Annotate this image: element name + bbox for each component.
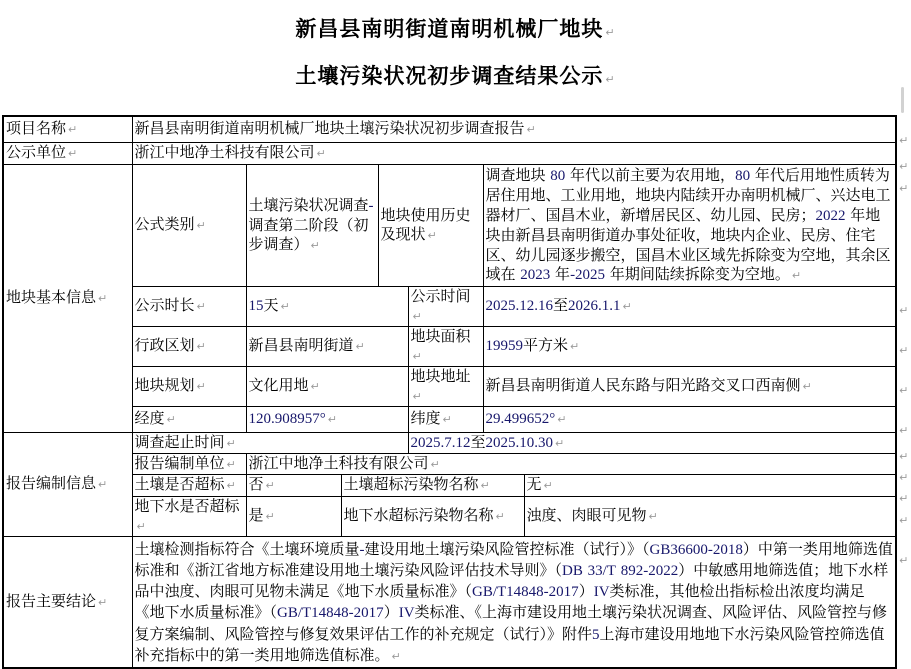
paragraph-mark-icon: ↵ <box>557 413 567 426</box>
paragraph-mark-icon: ↵ <box>391 649 401 663</box>
paragraph-mark-icon: ↵ <box>605 26 616 39</box>
latin-digits: 19959 <box>485 338 523 354</box>
paragraph-mark-icon: ↵ <box>495 510 505 523</box>
latin-digits: 120.908957° <box>248 411 326 427</box>
row-end-paragraph-mark-icon: ↵ <box>899 471 909 484</box>
paragraph-mark-icon: ↵ <box>316 147 326 160</box>
latitude-label: 纬度 ↵ <box>408 406 483 432</box>
row-end-paragraph-mark-icon: ↵ <box>899 514 909 527</box>
groundwater-pollutants-label: 地下水超标污染物名称 ↵ <box>341 496 524 536</box>
latin-digits: 892-2022 <box>620 562 679 579</box>
report-compiler-label: 报告编制单位 ↵ <box>132 453 246 474</box>
longitude-value <box>246 406 408 432</box>
paragraph-mark-icon: ↵ <box>196 340 206 353</box>
paragraph-mark-icon: ↵ <box>196 380 206 393</box>
paragraph-mark-icon: ↵ <box>412 309 422 323</box>
table-row <box>3 432 896 453</box>
paragraph-mark-icon: ↵ <box>555 436 565 450</box>
publicity-unit-value: 浙江中地净土科技有限公司 ↵ <box>132 142 896 164</box>
latin-digits: IV <box>593 584 610 601</box>
groundwater-exceed-label: 地下水是否超标↵ <box>132 496 246 536</box>
latin-digits: 2025.12.16 <box>485 298 553 314</box>
paragraph-mark-icon: ↵ <box>791 269 802 282</box>
paragraph-mark-icon: ↵ <box>98 478 108 491</box>
report-compiler-value: 浙江中地净土科技有限公司 ↵ <box>246 453 896 474</box>
paragraph-mark-icon: ↵ <box>648 510 658 523</box>
row-end-paragraph-mark-icon: ↵ <box>899 160 909 173</box>
latitude-value <box>483 406 896 432</box>
paragraph-mark-icon: ↵ <box>570 340 580 353</box>
announcement-table <box>2 115 897 669</box>
latin-digits: 29.499652° <box>485 411 556 427</box>
row-end-paragraph-mark-icon: ↵ <box>899 450 909 463</box>
paragraph-mark-icon: ↵ <box>605 73 616 86</box>
soil-pollutants-label: 土壤超标污染物名称 ↵ <box>341 474 524 496</box>
row-end-paragraph-mark-icon: ↵ <box>899 554 909 567</box>
row-end-paragraph-mark-icon: ↵ <box>899 492 909 505</box>
report-info-section-label: 报告编制信息 ↵ <box>3 432 132 536</box>
table-row <box>3 116 896 142</box>
paragraph-mark-icon: ↵ <box>327 413 337 426</box>
paragraph-mark-icon: ↵ <box>412 349 422 363</box>
publicity-time-value: 2025.12.16至2026.1.1 ↵ <box>483 286 896 326</box>
paragraph-mark-icon: ↵ <box>310 380 320 393</box>
paragraph-mark-icon: ↵ <box>166 413 176 426</box>
row-end-paragraph-mark-icon: ↵ <box>899 304 909 317</box>
table-row <box>3 164 896 286</box>
table-row <box>3 496 896 536</box>
table-row <box>3 326 896 366</box>
row-end-paragraph-mark-icon: ↵ <box>899 182 909 195</box>
site-area-label: 地块面积↵ <box>408 326 483 366</box>
soil-exceed-value: 否 ↵ <box>246 474 341 496</box>
latin-digits: GB36600-2018 <box>649 541 743 558</box>
paragraph-mark-icon: ↵ <box>68 123 78 137</box>
paragraph-mark-icon: ↵ <box>196 300 206 313</box>
latin-digits: 2025.7.12 <box>410 434 471 451</box>
paragraph-mark-icon: ↵ <box>98 292 108 305</box>
latin-digits: IV <box>398 605 415 622</box>
page-title <box>0 17 911 92</box>
project-name-label: 项目名称 ↵ <box>3 116 132 142</box>
paragraph-mark-icon: ↵ <box>98 595 108 609</box>
groundwater-pollutants-value: 浊度、肉眼可见物 ↵ <box>524 496 896 536</box>
paragraph-mark-icon: ↵ <box>430 457 440 471</box>
latin-digits: GB/T14848-2017 <box>277 605 384 622</box>
latin-digits: 2026.1.1 <box>568 298 621 314</box>
paragraph-mark-icon: ↵ <box>310 238 320 252</box>
latin-digits: - <box>359 541 365 558</box>
site-history-label: 地块使用历史及现状 ↵ <box>378 164 483 286</box>
table-row <box>3 286 896 326</box>
latin-digits: 5 <box>592 626 600 643</box>
paragraph-mark-icon: ↵ <box>622 300 632 313</box>
table-row <box>3 366 896 406</box>
paragraph-mark-icon: ↵ <box>196 219 206 232</box>
publicity-unit-label: 公示单位 ↵ <box>3 142 132 164</box>
site-planning-value: 文化用地 ↵ <box>246 366 408 406</box>
paragraph-mark-icon: ↵ <box>226 436 236 450</box>
paragraph-mark-icon: ↵ <box>480 479 490 492</box>
district-value: 新昌县南明街道 ↵ <box>246 326 408 366</box>
project-name-value: 新昌县南明街道南明机械厂地块土壤污染状况初步调查报告 ↵ <box>132 116 896 142</box>
paragraph-mark-icon: ↵ <box>802 380 812 393</box>
table-row <box>3 536 896 668</box>
conclusion-value: 土壤检测指标符合《土壤环境质量-建设用地土壤污染风险管控标准（试行）》（GB36600-2018）中第一类用地筛选值标准和《浙江省地方标准建设用地土壤污染风险评估技术导则》（DB 33/T 892-2022）中敏感用地筛选值；地下水样品中浊度、肉眼可见物未满足《地下水质量标准》（GB/T14848-2017）IV类标准，其他检出指标检出浓度均满足《地下水质量标准》（GB/T14848-2017）IV类标准、《上海市建设用地土壤污染状况调查、风险评估、风险管控与修复方案编制、风险管控与修复效果评估工作的补充规定（试行）》附件5上海市建设用地地下水污染风险管控筛选值补充指标中的第一类用地筛选值标准。 ↵ <box>132 536 896 668</box>
paragraph-mark-icon: ↵ <box>355 340 365 353</box>
site-address-value: 新昌县南明街道人民东路与阳光路交叉口西南侧 ↵ <box>483 366 896 406</box>
site-address-label: 地块地址↵ <box>408 366 483 406</box>
paragraph-mark-icon: ↵ <box>543 479 553 492</box>
row-end-paragraph-mark-icon: ↵ <box>899 344 909 357</box>
page-title-line-2: 土壤污染状况初步调查结果公示 ↵ <box>295 64 616 88</box>
soil-pollutants-value: 无 ↵ <box>524 474 896 496</box>
soil-exceed-label: 土壤是否超标 ↵ <box>132 474 246 496</box>
paragraph-mark-icon: ↵ <box>68 147 78 160</box>
row-end-paragraph-mark-icon: ↵ <box>899 384 909 397</box>
site-history-value: 调查地块 80 年代以前主要为农用地，80 年代后用地性质转为居住用地、工业用地，地块内陆续开办南明机械厂、兴达电工器材厂、国昌木业，新增居民区、幼儿园、民房；2022 年地块由新昌县南明街道办事处征收，地块内企业、民房、住宅区、幼儿园逐步搬空，国昌木业区域先拆除变为空地，其余区域在 2023 年-2025 年期间陆续拆除变为空地。 ↵ <box>483 164 896 286</box>
latin-digits: 15 <box>248 298 264 314</box>
table-row <box>3 142 896 164</box>
latin-digits: DB <box>562 562 583 579</box>
paragraph-mark-icon: ↵ <box>412 389 422 403</box>
site-planning-label: 地块规划 ↵ <box>132 366 246 406</box>
latin-digits: 80 <box>550 167 566 184</box>
paragraph-mark-icon: ↵ <box>265 479 275 492</box>
paragraph-mark-icon: ↵ <box>136 519 146 533</box>
site-info-section-label: 地块基本信息 ↵ <box>3 164 132 432</box>
district-label: 行政区划 ↵ <box>132 326 246 366</box>
scrollbar-fragment[interactable] <box>901 87 904 113</box>
publicity-duration-label: 公示时长 ↵ <box>132 286 246 326</box>
paragraph-mark-icon: ↵ <box>280 300 290 313</box>
publicity-duration-value: 15天 ↵ <box>246 286 408 326</box>
latin-digits: 2022 <box>815 207 846 224</box>
latin-digits: - <box>368 197 374 214</box>
latin-digits: 33/T <box>587 562 616 579</box>
latin-digits: -2025 <box>570 267 606 283</box>
survey-period-label: 调查起止时间 ↵ <box>132 432 408 453</box>
paragraph-mark-icon: ↵ <box>442 413 452 426</box>
survey-period-value: 2025.7.12至2025.10.30 ↵ <box>408 432 896 453</box>
paragraph-mark-icon: ↵ <box>265 510 275 523</box>
latin-digits: 80 <box>735 167 751 184</box>
publicity-type-value: 土壤污染状况调查-调查第二阶段（初步调查） ↵ <box>246 164 378 286</box>
table-row <box>3 474 896 496</box>
row-end-paragraph-mark-icon: ↵ <box>899 424 909 437</box>
paragraph-mark-icon: ↵ <box>226 479 236 492</box>
paragraph-mark-icon: ↵ <box>526 123 536 137</box>
table-row <box>3 453 896 474</box>
latin-digits: GB/T14848-2017 <box>472 584 579 601</box>
site-area-value: 19959平方米 ↵ <box>483 326 896 366</box>
publicity-time-label: 公示时间↵ <box>408 286 483 326</box>
paragraph-mark-icon: ↵ <box>226 457 236 471</box>
conclusion-section-label: 报告主要结论 ↵ <box>3 536 132 668</box>
latin-digits: 2025.10.30 <box>485 434 554 451</box>
publicity-type-label: 公式类别 ↵ <box>132 164 246 286</box>
row-end-paragraph-mark-icon: ↵ <box>899 134 909 147</box>
page-title-line-1: 新昌县南明街道南明机械厂地块 ↵ <box>295 17 616 41</box>
groundwater-exceed-value: 是 ↵ <box>246 496 341 536</box>
latin-digits: 2023 <box>520 267 551 283</box>
paragraph-mark-icon: ↵ <box>427 228 437 242</box>
longitude-label: 经度 ↵ <box>132 406 246 432</box>
table-row <box>3 406 896 432</box>
